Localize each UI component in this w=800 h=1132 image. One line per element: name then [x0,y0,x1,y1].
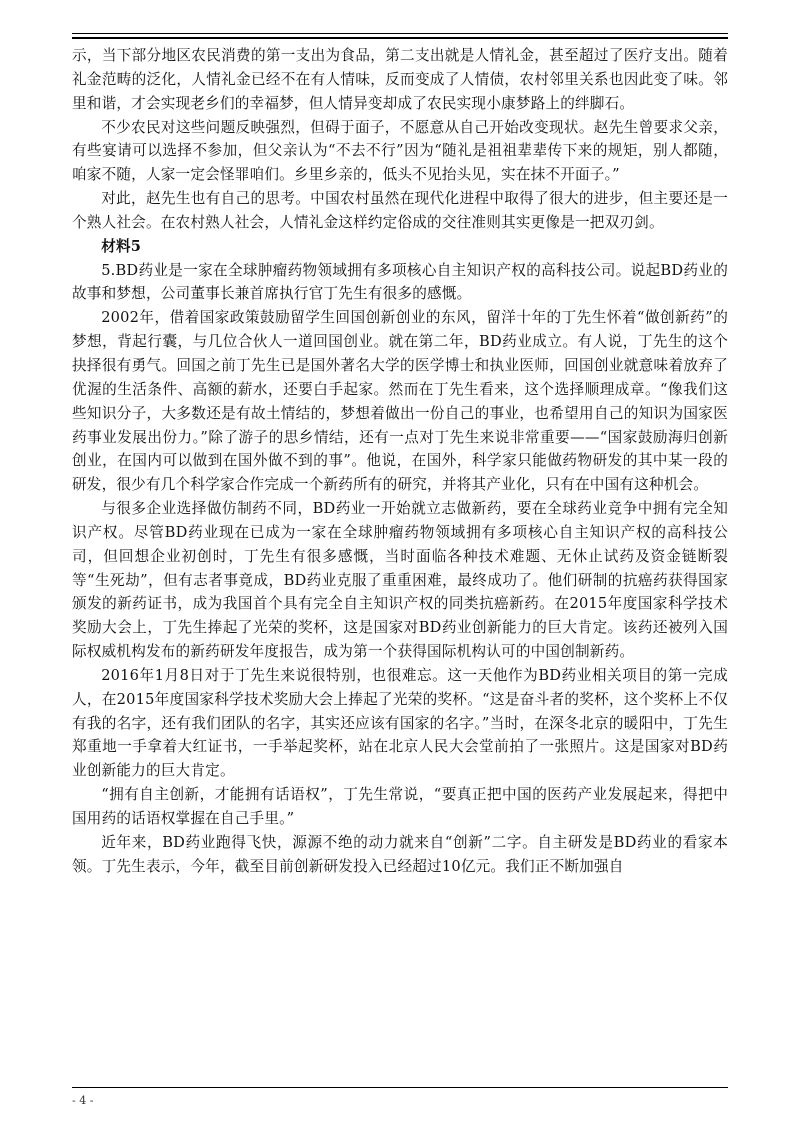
paragraph: 2016年1月8日对于丁先生来说很特别，也很难忘。这一天他作为BD药业相关项目的第一完成人，在2015年度国家科学技术奖励大会上捧起了光荣的奖杯。“这是奋斗者的奖杯，这个奖杯上不仅有我的名字，还有我们团队的名字，其实还应该有国家的名字。”当时，在深冬北京的暖阳中，丁先生郑重地一手拿着大红证书，一手举起奖杯，站在北京人民大会堂前拍了一张照片。这是国家对BD药业创新能力的巨大肯定。 [72,666,728,780]
document-body [72,44,728,879]
paragraph: 对此，赵先生也有自己的思考。中国农村虽然在现代化进程中取得了很大的进步，但主要还是一个熟人社会。在农村熟人社会，人情礼金这样约定俗成的交往准则其实更像是一把双刃剑。 [72,190,728,231]
footer-rule [72,1087,728,1088]
paragraph: “拥有自主创新，才能拥有话语权”，丁先生常说，“要真正把中国的医药产业发展起来，得把中国用药的话语权掌握在自己手里。” [72,786,728,827]
paragraph: 5.BD药业是一家在全球肿瘤药物领域拥有多项核心自主知识产权的高科技公司。说起BD药业的故事和梦想，公司董事长兼首席执行官丁先生有很多的感慨。 [72,261,728,303]
header-rule-thick [72,37,728,39]
paragraph-continued: 示，当下部分地区农民消费的第一支出为食品，第二支出就是人情礼金，甚至超过了医疗支出。随着礼金范畴的泛化，人情礼金已经不在有人情味，反而变成了人情债，农村邻里关系也因此变了味。邻里和谐，才会实现老乡们的幸福梦，但人情异变却成了农民实现小康梦路上的绊脚石。 [72,47,728,112]
page-number: - 4 - [72,1094,94,1107]
paragraph: 与很多企业选择做仿制药不同，BD药业一开始就立志做新药，要在全球药业竞争中拥有完全知识产权。尽管BD药业现在已成为一家在全球肿瘤药物领域拥有多项核心自主知识产权的高科技公司，但回想企业初创时，丁先生有很多感慨，当时面临各种技术难题、无休止试药及资金链断裂等“生死劫”，但有志者事竟成，BD药业克服了重重困难，最终成功了。他们研制的抗癌药获得国家颁发的新药证书，成为我国首个具有完全自主知识产权的同类抗癌新药。在2015年度国家科学技术奖励大会上，丁先生捧起了光荣的奖杯，这是国家对BD药业创新能力的巨大肯定。该药还被列入国际权威机构发布的新药研发年度报告，成为第一个获得国际机构认可的中国创制新药。 [72,500,728,661]
paragraph: 近年来，BD药业跑得飞快，源源不绝的动力就来自“创新”二字。自主研发是BD药业的看家本领。丁先生表示，今年，截至目前创新研发投入已经超过10亿元。我们正不断加强自 [72,833,728,875]
paragraph: 不少农民对这些问题反映强烈，但碍于面子，不愿意从自己开始改变现状。赵先生曾要求父亲，有些宴请可以选择不参加，但父亲认为“不去不行”因为“随礼是祖祖辈辈传下来的规矩，别人都随，咱家不随，人家一定会怪罪咱们。乡里乡亲的，低头不见抬头见，实在抹不开面子。” [72,118,728,184]
header-rule-thin [72,33,728,34]
section-heading-material-5: 材料5 [101,237,142,255]
paragraph: 2002年，借着国家政策鼓励留学生回国创新创业的东风，留洋十年的丁先生怀着“做创新药”的梦想，背起行囊，与几位合伙人一道回国创业。就在第二年，BD药业成立。有人说，丁先生的这个抉择很有勇气。回国之前丁先生已是国外著名大学的医学博士和执业医师，回国创业就意味着放弃了优渥的生活条件、高额的薪水，还要白手起家。然而在丁先生看来，这个选择顺理成章。“像我们这些知识分子，大多数还是有故土情结的，梦想着做出一份自己的事业，也希望用自己的知识为国家医药事业发展出份力。”除了游子的思乡情结，还有一点对丁先生来说非常重要——“国家鼓励海归创新创业，在国内可以做到在国外做不到的事”。他说，在国外，科学家只能做药物研发的其中某一段的研发，很少有几个科学家合作完成一个新药所有的研究，并将其产业化，只有在中国有这种机会。 [72,309,728,494]
